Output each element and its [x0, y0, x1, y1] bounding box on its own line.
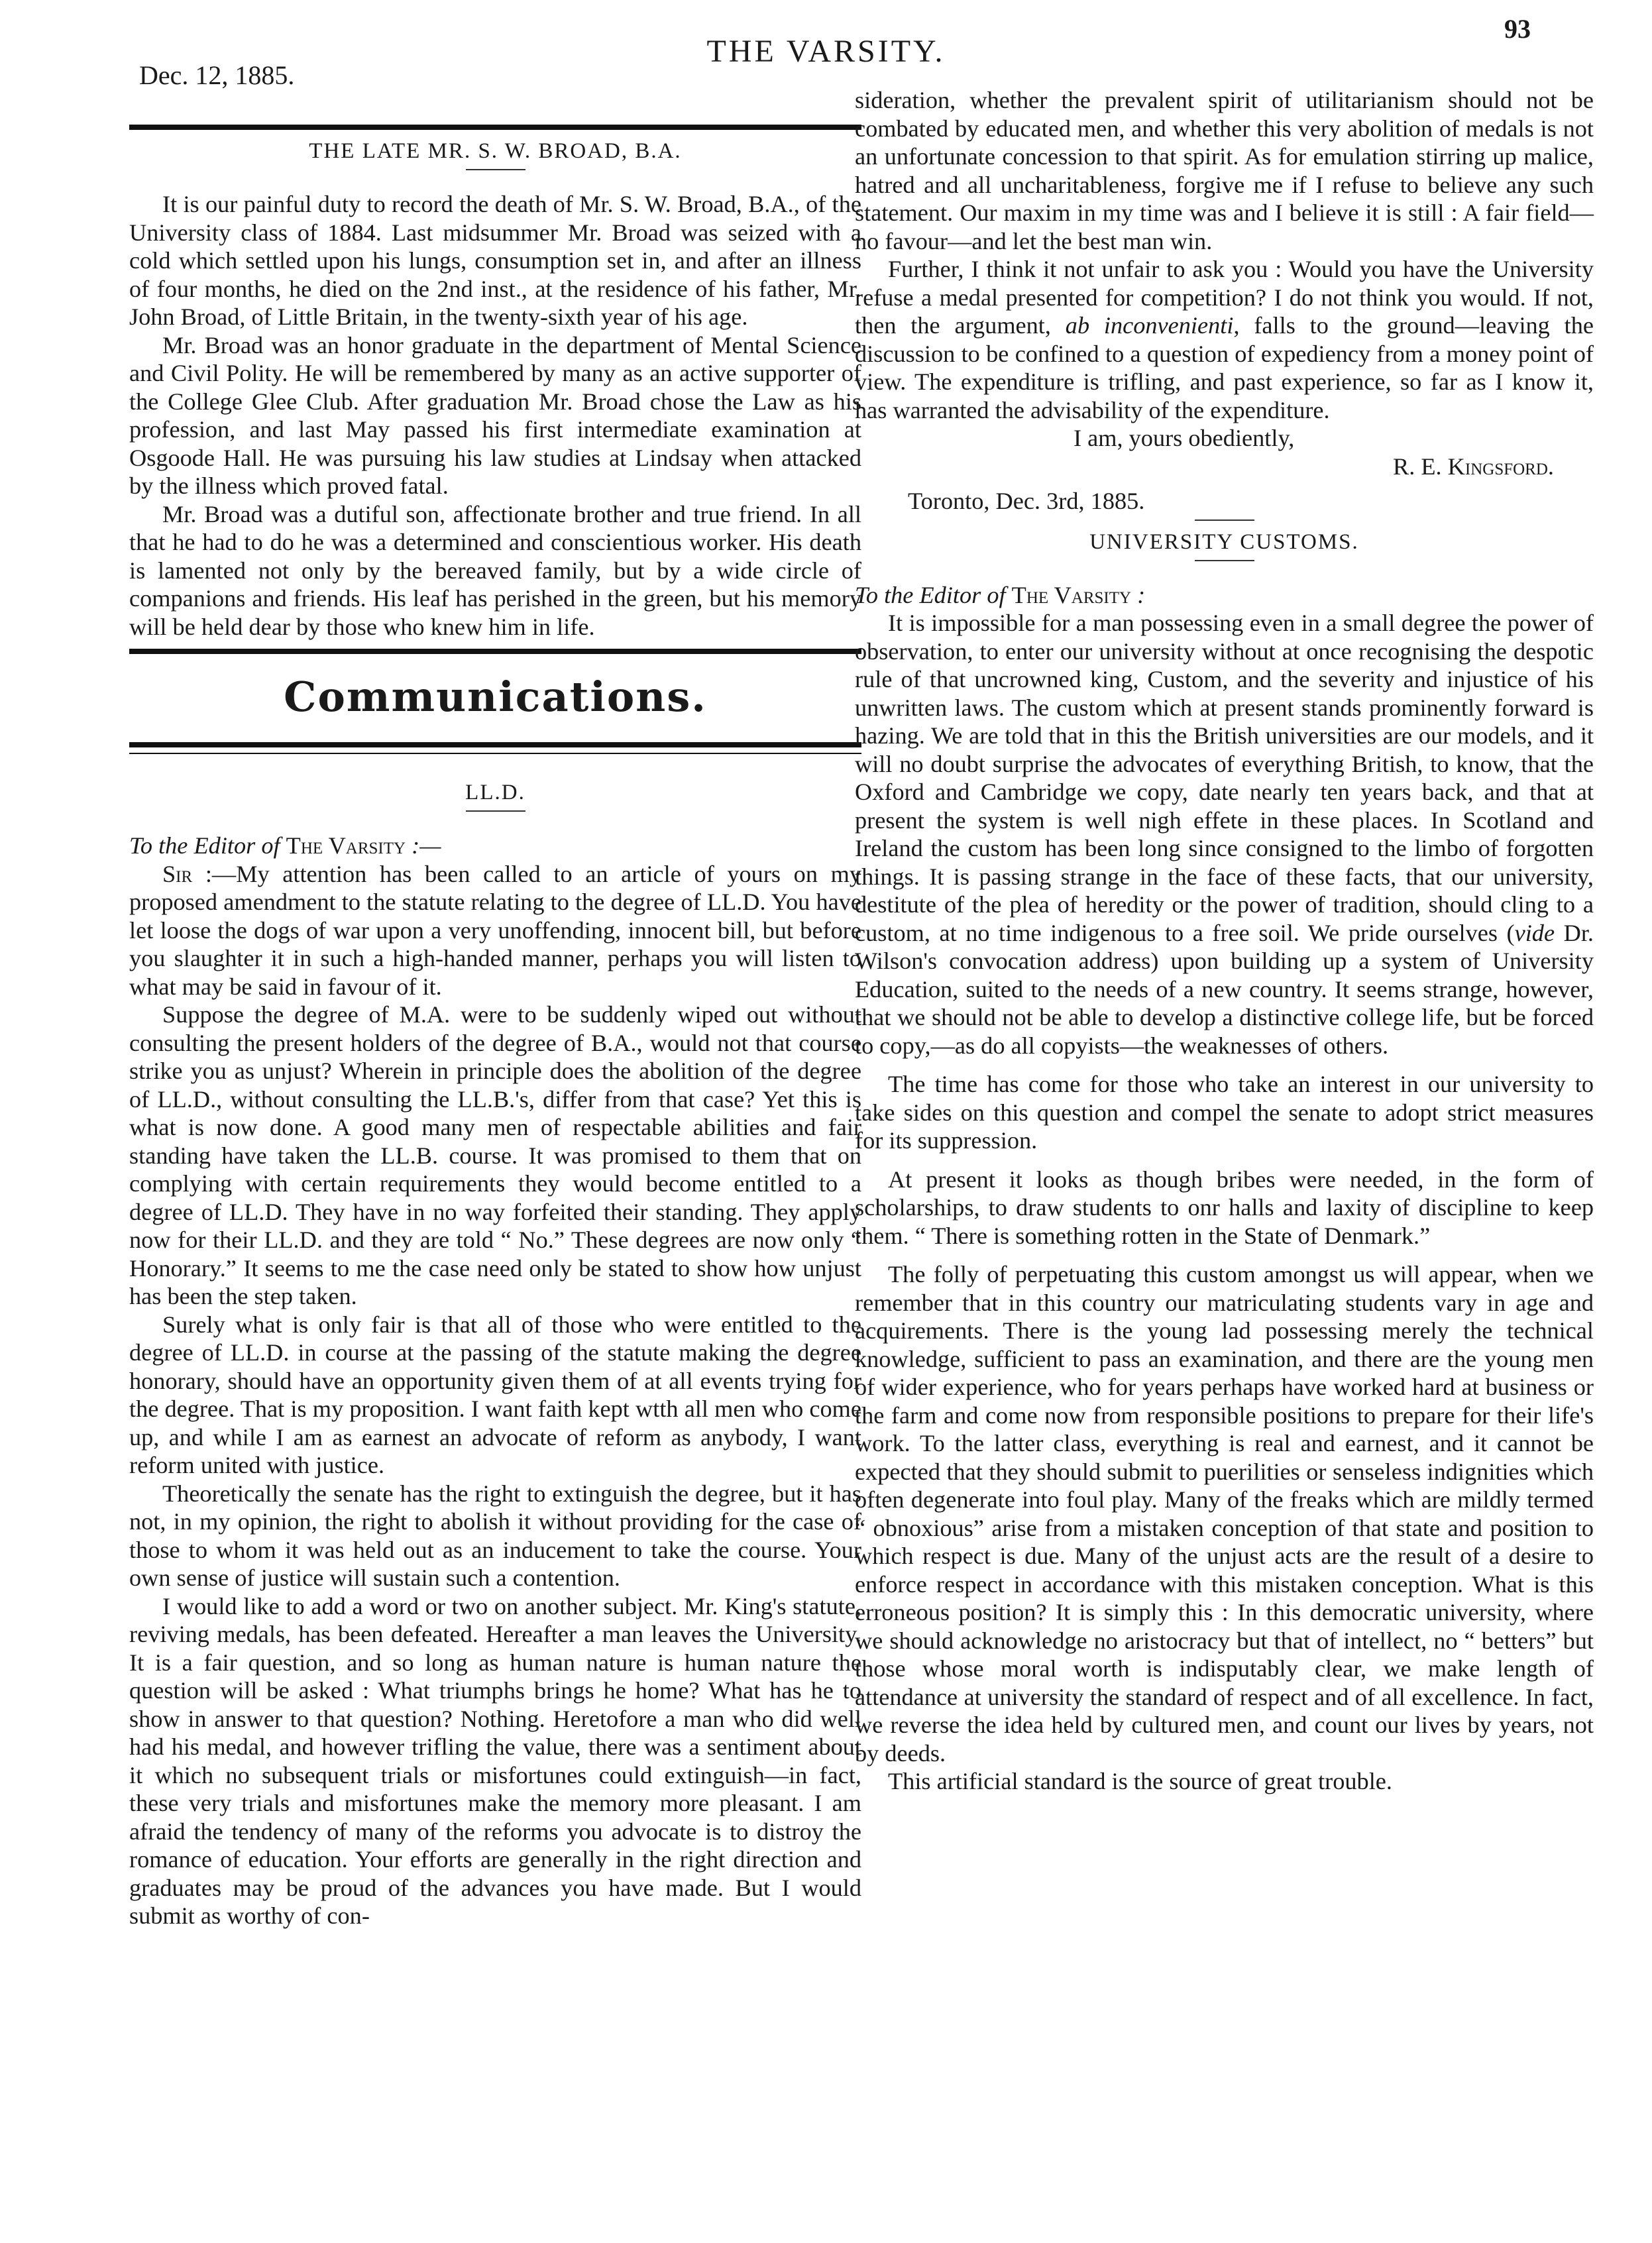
customs-paragraph: At present it looks as though bribes were needed, in the form of scholarships, to draw students to onr halls and laxity of discipline to keep them. “ There is something rotten in the State of Denmark.”: [855, 1166, 1594, 1249]
lld-salutation-line: [129, 832, 861, 860]
paper-name: The Varsity: [286, 832, 406, 859]
section-rule: [129, 742, 861, 747]
lld-paragraph: Surely what is only fair is that all of those who were entitled to the degree of LL.D. in course at the passing of the statute making the degree honorary, should have an opportunity given them of at all events trying for the degree. That is my proposition. I want faith kept wtth all men who come up, and while I am as earnest an advocate of reform as anybody, I want reform united with justice.: [129, 1311, 861, 1478]
lld-paragraph: Suppose the degree of M.A. were to be suddenly wiped out without consulting the present holders of the degree of B.A., would not that course strike you as unjust? Wherein in principle does the abolition of the degree of LL.D., without consulting the LL.B.'s, differ from that case? Yet this is what is now done. A good many men of respectable abilities and fair standing have taken the LL.B. course. It was promised to them that on complying with certain requirements they would become entitled to a degree of LL.D. They have in no way forfeited their standing. They apply now for their LL.D. and they are told “ No.” These degrees are now only “ Honorary.” It seems to me the case need only be stated to show how unjust has been the step taken.: [129, 1001, 861, 1309]
left-column: [129, 119, 861, 1930]
title-divider: [466, 169, 525, 170]
customs-title: UNIVERSITY CUSTOMS.: [1089, 529, 1359, 554]
lld-paragraph: I would like to add a word or two on another subject. Mr. King's statute, reviving medals, has been defeated. Hereafter a man leaves the University. It is a fair question, and so long as human nature is human nature the question will be asked : What triumphs brings he home? What has he to show in answer to that question? Nothing. Heretofore a man who did well had his medal, and however trifling the value, there was a sentiment about it which no subsequent trials or misfortunes could extinguish—in fact, these very trials and misfortunes make the memory more pleasant. I am afraid the tendency of many of the reforms you advocate is to distroy the romance of education. Your efforts are generally in the right direction and graduates may be proud of the advances you have made. But I would submit as worthy of con-: [129, 1592, 861, 1929]
lld-paragraph: Further, I think it not unfair to ask you : Would you have the University refuse a medal presented for competition? I do not think you would. If not, then the argument, ab inconvenienti, falls to the ground—leaving the discussion to be confined to a question of expediency from a money point of view. The expenditure is trifling, and past experience, so far as I know it, has warranted the advisability of the expenditure.: [855, 256, 1594, 423]
to-editor-label: To the Editor of: [855, 581, 1006, 608]
latin-word: vide: [1514, 919, 1555, 946]
page-number: 93: [1504, 14, 1531, 44]
letter-dateline: Toronto, Dec. 3rd, 1885.: [908, 488, 1145, 514]
issue-date: Dec. 12, 1885.: [139, 60, 295, 90]
lld-continued: sideration, whether the prevalent spirit of utilitarianism should not be combated by educated men, and whether this very abolition of medals is not an unfortunate concession to that spirit. As for emulation stirring up malice, hatred and all uncharitableness, forgive me if I refuse to believe any such statement. Our maxim in my time was and I believe it is still : A fair field—no favour—and let the best man win.: [855, 87, 1594, 254]
lld-paragraph-text: :—My attention has been called to an article of yours on my proposed amendment to the statute relating to the degree of LL.D. You have let loose the dogs of war upon a very unoffending, innocent bill, but before you slaughter it in such a high-handed manner, perhaps you will listen to what may be said in favour of it.: [129, 860, 861, 1000]
title-divider: [1195, 560, 1254, 561]
paper-name: The Varsity: [1011, 581, 1132, 608]
obituary-paragraph: Mr. Broad was a dutiful son, affectionate brother and true friend. In all that he had to do he was a determined and conscientious worker. His death is lamented not only by the bereaved family, but by a wide circle of companions and friends. His leaf has perished in the green, but his memory will be held dear by those who knew him in life.: [129, 500, 861, 640]
obituary-paragraph: Mr. Broad was an honor graduate in the department of Mental Science and Civil Polity. He will be remembered by many as an active supporter of the College Glee Club. After graduation Mr. Broad chose the Law as his profession, and last May passed his first intermediate examination at Osgoode Hall. He was pursuing his law studies at Lindsay when attacked by the illness which proved fatal.: [129, 331, 861, 499]
section-rule-thin: [129, 753, 861, 754]
customs-paragraph: It is impossible for a man possessing even in a small degree the power of observation, to enter our university without at once recognising the despotic rule of that uncrowned king, Custom, and the severity and injustice of his unwritten laws. The custom which at present stands prominently forward is hazing. We are told that in this the British universities are our models, and it will no doubt surprise the advocates of everything British, to know, that the Oxford and Cambridge we copy, date nearly ten years back, and that at present the system is well nigh effete in these places. In Scotland and Ireland the custom has been long since consigned to the limbo of forgotten things. It is passing strange in the face of these facts, that our university, destitute of the plea of heredity or the power of tradition, should cling to a custom, at no time indigenous to a free soil. We pride ourselves (vide Dr. Wilson's convocation address) upon building up a system of University Education, suited to the needs of a new country. It seems strange, however, that we should not be able to develop a distinctive college life, but be forced to copy,—as do all copyists—the weaknesses of others.: [855, 610, 1594, 1059]
customs-salutation-line: [855, 581, 1594, 610]
masthead: THE VARSITY.: [706, 34, 946, 69]
lld-paragraph: Theoretically the senate has the right to extinguish the degree, but it has not, in my opinion, the right to abolish it without providing for the case of those to whom it was held out as an inducement to take the course. Your own sense of justice will sustain such a contention.: [129, 1480, 861, 1591]
lld-title: LL.D.: [465, 781, 525, 804]
lld-paragraph: [129, 860, 861, 1001]
letter-closing: I am, yours obediently,: [1074, 425, 1295, 451]
obituary-paragraph: It is our painful duty to record the death of Mr. S. W. Broad, B.A., of the University class of 1884. Last midsummer Mr. Broad was seized with a cold which settled upon his lungs, consumption set in, and after an illness of four months, he died on the 2nd inst., at the residence of his father, Mr. John Broad, of Little Britain, in the twenty-sixth year of his age.: [129, 191, 861, 330]
communications-heading: Communications.: [284, 673, 707, 721]
section-divider: [1195, 520, 1254, 521]
customs-paragraph: The time has come for those who take an interest in our university to take sides on this question and compel the senate to adopt strict measures for its suppression.: [855, 1071, 1594, 1154]
customs-paragraph: The folly of perpetuating this custom amongst us will appear, when we remember that in this country our matriculating students vary in age and acquirements. There is the young lad possessing merely the technical knowledge, sufficient to pass an examination, and there are the young men of wider experience, who for years perhaps have worked hard at business or the farm and come now from responsible positions to prepare for their life's work. To the latter class, everything is real and earnest, and it cannot be expected that they should submit to puerilities or senseless indignities which often degenerate into foul play. Many of the freaks which are mildly termed “ obnoxious” arise from a mistaken conception of that state and position to which respect is due. Many of the unjust acts are the result of a desire to enforce respect in accordance with this mistaken conception. What is this erroneous position? It is simply this : In this democratic university, where we should acknowledge no aristocracy but that of intellect, no “ betters” but those whose moral worth is indisputably clear, we make length of attendance at university the standard of respect and of all excellence. In fact, we reverse the idea held by cultured men, and count our lives by years, not by deeds.: [855, 1261, 1594, 1767]
to-editor-suffix: :: [1131, 581, 1146, 608]
latin-phrase: ab inconvenienti: [1065, 312, 1234, 339]
to-editor-label: To the Editor of: [129, 832, 280, 859]
letter-signature: R. E. Kingsford.: [1393, 453, 1554, 480]
title-divider: [466, 810, 525, 812]
section-rule: [129, 649, 861, 654]
to-editor-suffix: :—: [406, 832, 441, 859]
customs-paragraph: This artificial standard is the source of great trouble.: [888, 1768, 1392, 1794]
right-column: [855, 86, 1594, 1796]
top-rule: [129, 125, 861, 130]
salutation: Sir: [162, 860, 193, 887]
obituary-title: THE LATE MR. S. W. BROAD, B.A.: [309, 139, 682, 163]
